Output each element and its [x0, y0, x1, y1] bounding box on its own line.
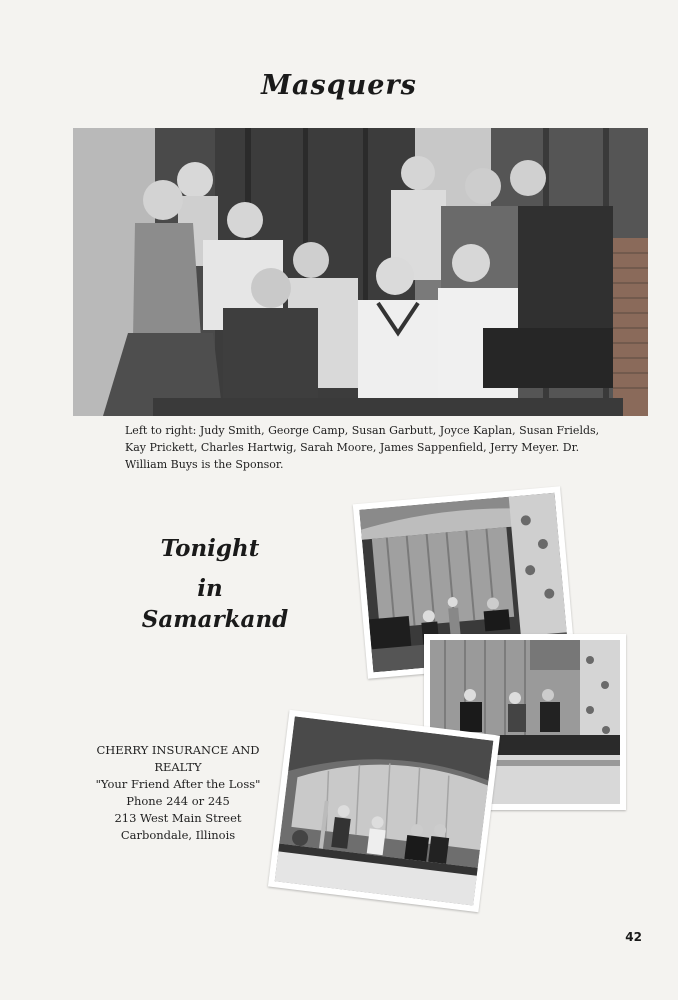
ad-city: Carbondale, Illinois [120, 828, 236, 842]
page-title: Masquers [261, 70, 417, 101]
ad-phone: Phone 244 or 245 [126, 794, 230, 808]
ad-address: 213 West Main Street [114, 811, 242, 825]
subtitle-line-2: in [197, 575, 223, 602]
play-photo-3 [268, 710, 500, 913]
subtitle-line-1: Tonight [160, 535, 260, 562]
photo-caption: Left to right: Judy Smith, George Camp, Susan Garbutt, Joyce Kaplan, Susan Frields, Kay Prickett, Charles Hartwig, Sarah Moore, James Sappenfield, Jerry Meyer. Dr. William Buys is the Sponsor. [125, 424, 600, 471]
subtitle-line-3: Samarkand [141, 606, 289, 633]
ad-slogan: "Your Friend After the Loss" [95, 777, 261, 791]
page-number: 42 [625, 930, 642, 944]
ad-company: CHERRY INSURANCE AND REALTY [96, 743, 260, 774]
advertisement [78, 742, 278, 844]
group-photo [73, 128, 648, 416]
